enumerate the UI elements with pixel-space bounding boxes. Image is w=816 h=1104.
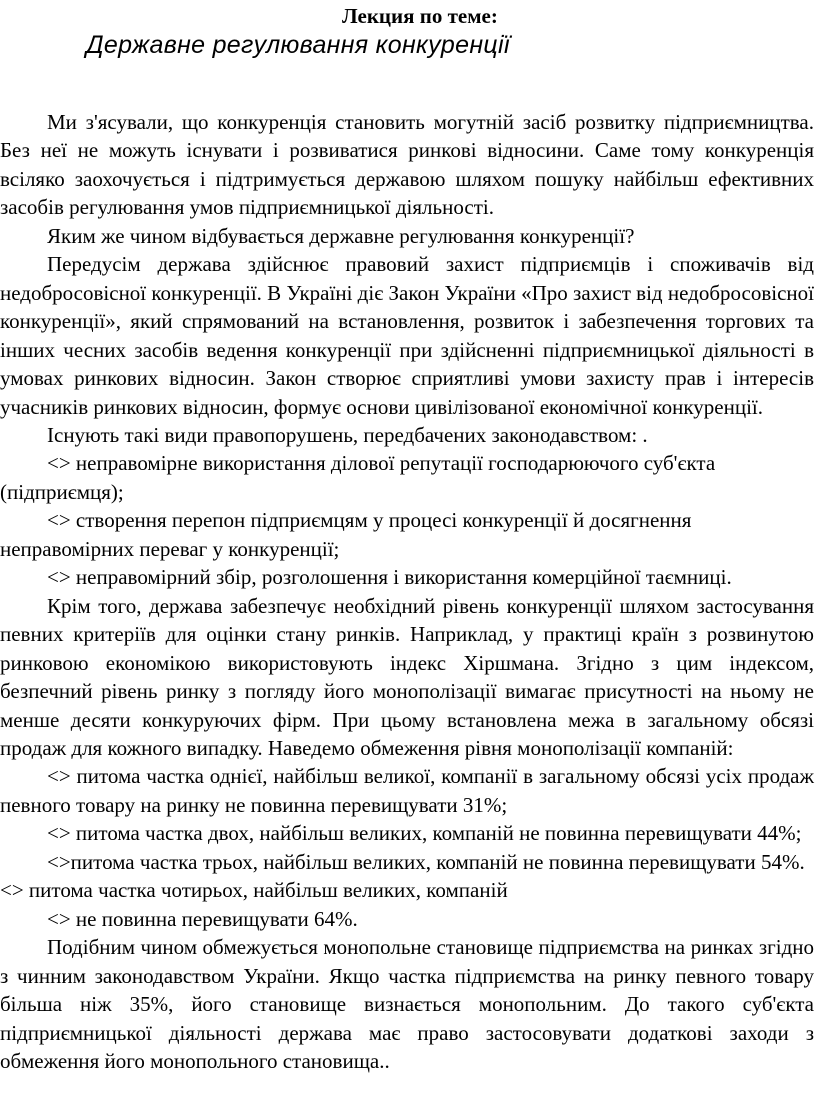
list-item-limit-1: <> питома частка однієї, найбільш великої, компанії в загальному обсязі усіх продаж певного товару на ринку не повинна перевищувати 31%; (0, 764, 814, 817)
topic-title: Державне регулювання конкуренції (86, 31, 510, 59)
list-item-limit-3: <>питома частка трьох, найбільш великих, компаній не повинна перевищувати 54%. <> питома частка чотирьох, найбільш великих, компаній (0, 849, 805, 903)
paragraph-question: Яким же чином відбувається державне регулювання конкуренції? (47, 223, 635, 248)
paragraph-violations-intro: Існують такі види правопорушень, передбачених законодавством: . (47, 422, 648, 447)
document-body (0, 108, 814, 1075)
list-item-violation-2: <> створення перепон підприємцям у процесі конкуренції й досягнення неправомірних переваг у конкуренції; (0, 508, 692, 561)
list-item-limit-4: <> не повинна перевищувати 64%. (47, 906, 358, 931)
list-item-violation-1: <> неправомірне використання ділової репутації господарюючого суб'єкта (підприємця); (0, 451, 716, 504)
paragraph-hirschman-index: Крім того, держава забезпечує необхідний рівень конкуренції шляхом застосування певних критеріїв для оцінки стану ринків. Наприклад, у практиці країн з розвинутою ринковою економікою використовують індекс Хіршмана. Згідно з цим індексом, безпечний рівень ринку з погляду його монополізації вимагає присутності на ньому не менше десяти конкуруючих фірм. При цьому встановлена межа в загальному обсязі продаж для кожного випадку. Наведемо обмеження рівня монополізації компаній: (0, 593, 814, 760)
lecture-label: Лекция по теме: (342, 4, 498, 28)
paragraph-legal-protection: Передусім держава здійснює правовий захист підприємців і споживачів від недобросовісної конкуренції. В Україні діє Закон України «Про захист від недобросовісної конкуренції», який спрямований на встановлення, розвиток і забезпечення торгових та інших чесних засобів ведення конкуренції при здійсненні підприємницької діяльності в умовах ринкових відносин. Закон створює сприятливі умови захисту прав і інтересів учасників ринкових відносин, формує основи цивілізованої економічної конкуренції. (0, 252, 814, 419)
paragraph-intro: Ми з'ясували, що конкуренція становить могутній засіб розвитку підприємництва. Без неї не можуть існувати і розвиватися ринкові відносини. Саме тому конкуренція всіляко заохочується і підтримується державою шляхом пошуку найбільш ефективних засобів регулювання умов підприємницької діяльності. (0, 110, 814, 220)
list-item-violation-3: <> неправомірний збір, розголошення і використання комерційної таємниці. (47, 565, 732, 590)
list-item-limit-2: <> питома частка двох, найбільш великих, компаній не повинна перевищувати 44%; (47, 821, 802, 846)
paragraph-monopoly-position: Подібним чином обмежується монопольне становище підприємства на ринках згідно з чинним законодавством України. Якщо частка підприємства на ринку певного товару більша ніж 35%, його становище визнається монопольним. До такого суб'єкта підприємницької діяльності держава має право застосовувати додаткові заходи з обмеження його монопольного становища.. (0, 935, 814, 1073)
